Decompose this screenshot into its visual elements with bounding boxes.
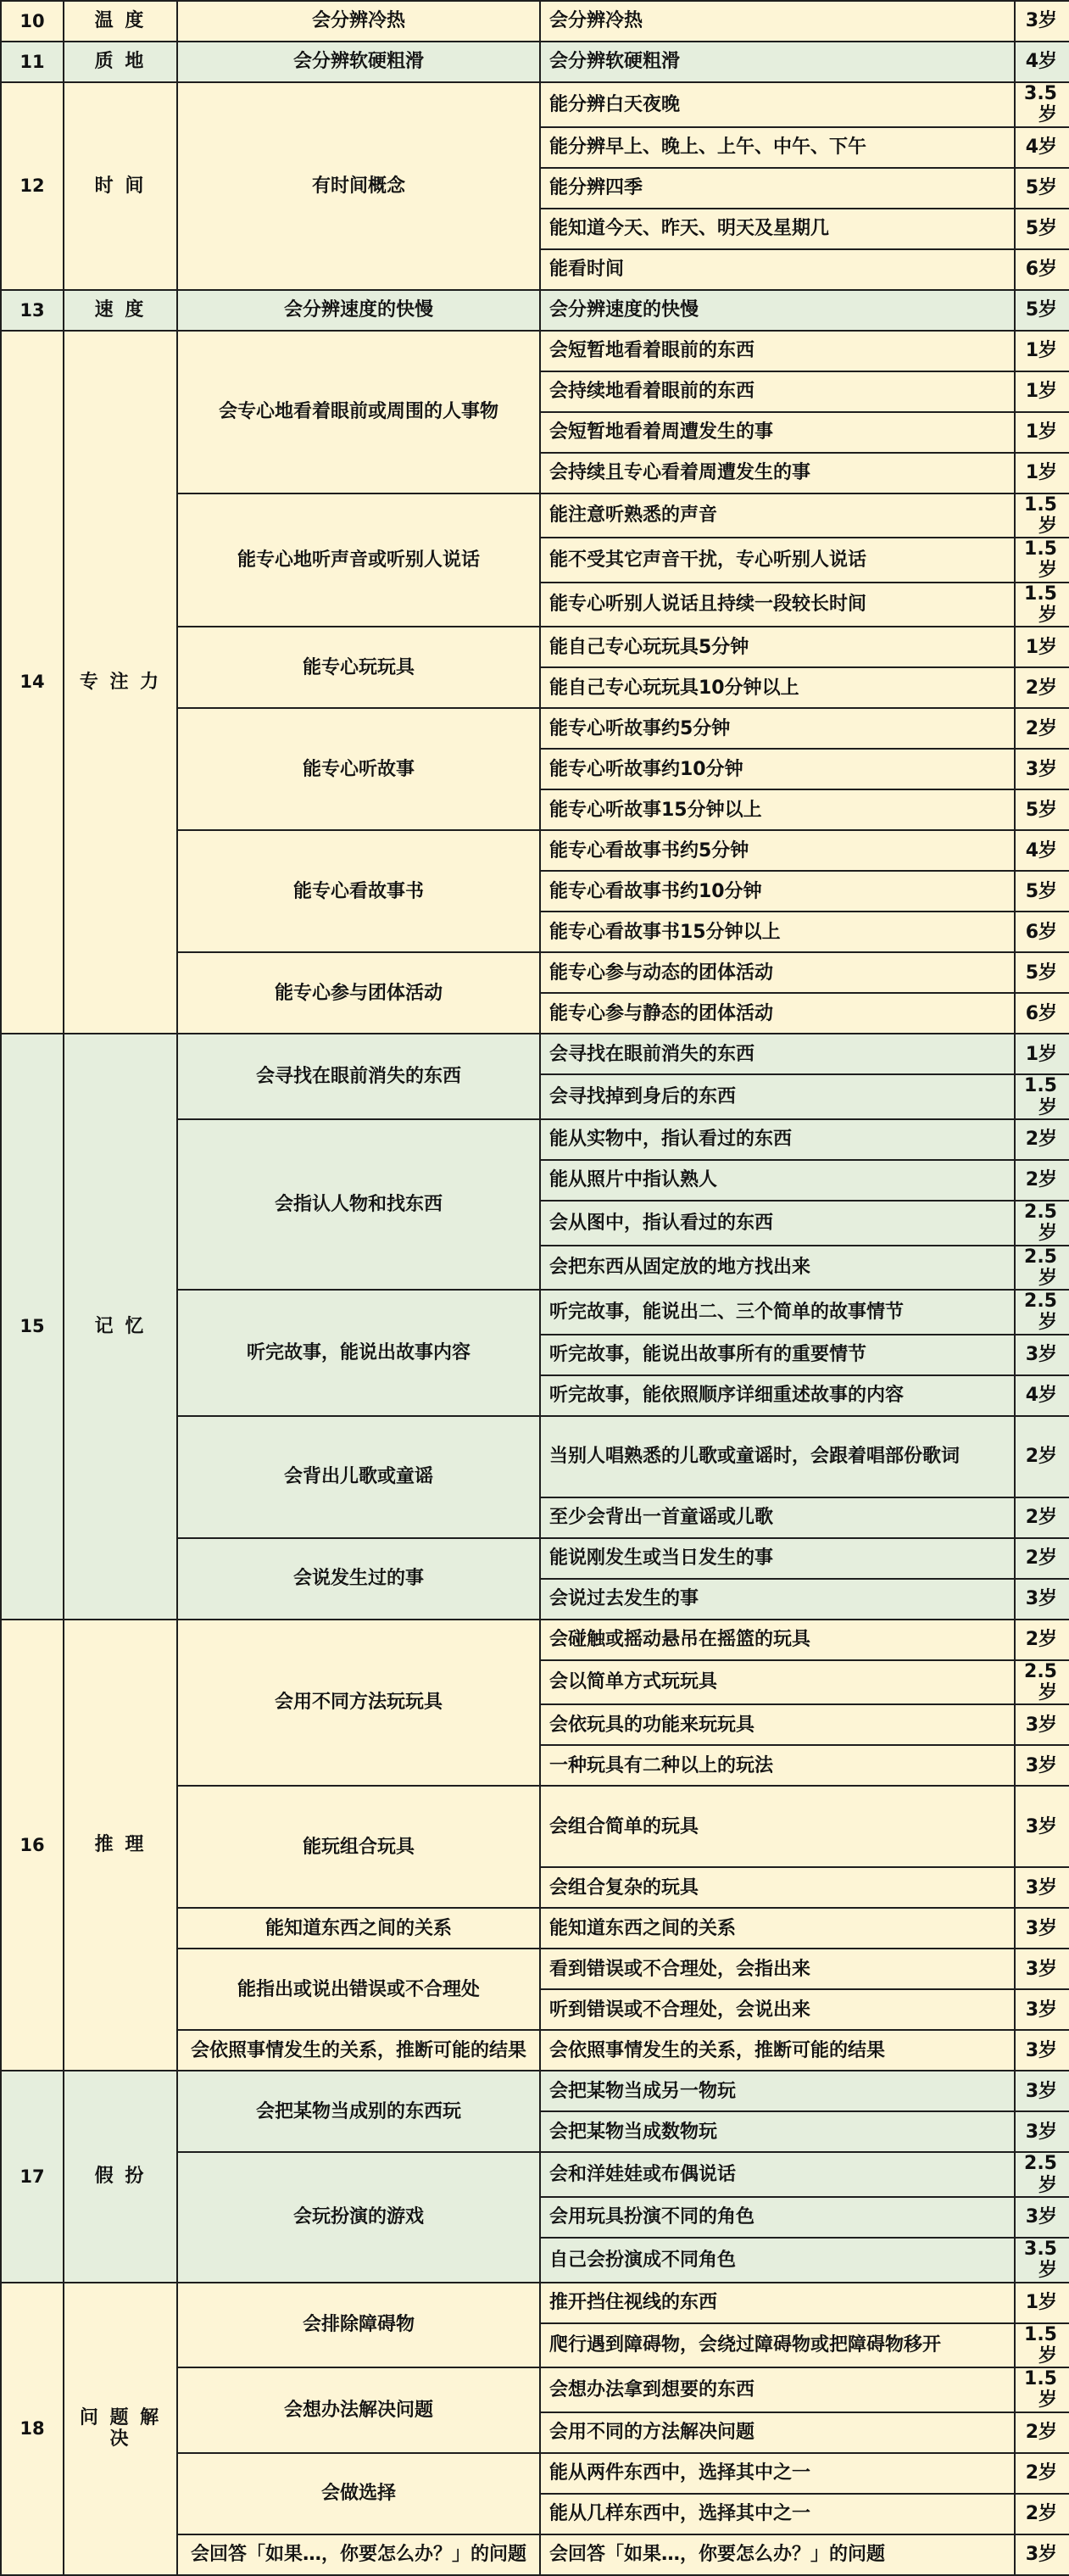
item-cell: 能说刚发生或当日发生的事 [540,1538,1015,1579]
item-cell: 会依照事情发生的关系，推断可能的结果 [540,2030,1015,2071]
skill-cell: 会想办法解决问题 [177,2367,540,2453]
item-cell: 至少会背出一首童谣或儿歌 [540,1497,1015,1538]
item-cell: 听完故事，能说出二、三个简单的故事情节 [540,1290,1015,1335]
skill-cell: 会回答「如果…，你要怎么办？」的问题 [177,2534,540,2575]
item-cell: 会寻找掉到身后的东西 [540,1074,1015,1119]
item-cell: 会和洋娃娃或布偶说话 [540,2152,1015,2197]
age-cell: 1.5岁 [1015,538,1069,583]
item-cell: 会把某物当成另一物玩 [540,2071,1015,2111]
item-cell: 能专心看故事书约10分钟 [540,871,1015,912]
item-cell: 会想办法拿到想要的东西 [540,2367,1015,2412]
age-cell: 2岁 [1015,2412,1069,2453]
skill-cell: 能专心听故事 [177,708,540,830]
skill-cell: 会做选择 [177,2453,540,2534]
skill-cell: 能专心地听声音或听别人说话 [177,493,540,627]
item-cell: 会把东西从固定放的地方找出来 [540,1246,1015,1291]
item-cell: 能注意听熟悉的声音 [540,493,1015,538]
section-category: 推 理 [64,1620,177,2071]
item-cell: 会依玩具的功能来玩玩具 [540,1704,1015,1745]
skill-cell: 能指出或说出错误或不合理处 [177,1949,540,2030]
section-category: 专 注 力 [64,331,177,1034]
item-cell: 能分辨早上、晚上、上午、中午、下午 [540,127,1015,168]
item-cell: 会说过去发生的事 [540,1579,1015,1620]
skill-cell: 会玩扮演的游戏 [177,2152,540,2282]
age-cell: 6岁 [1015,249,1069,290]
age-cell: 1.5岁 [1015,2367,1069,2412]
skill-cell: 会依照事情发生的关系，推断可能的结果 [177,2030,540,2071]
item-cell: 能知道东西之间的关系 [540,1908,1015,1949]
item-cell: 能知道今天、昨天、明天及星期几 [540,209,1015,249]
age-cell: 2.5岁 [1015,2152,1069,2197]
item-cell: 能专心听故事约10分钟 [540,749,1015,789]
age-cell: 5岁 [1015,952,1069,993]
item-cell: 能分辨白天夜晚 [540,82,1015,127]
section-number: 17 [1,2071,64,2282]
item-cell: 能自己专心玩玩具5分钟 [540,627,1015,667]
skill-cell: 能知道东西之间的关系 [177,1908,540,1949]
age-cell: 2岁 [1015,667,1069,708]
age-cell: 3岁 [1015,1335,1069,1375]
development-table-body [1,1,1069,2575]
age-cell: 3.5岁 [1015,82,1069,127]
item-cell: 能从两件东西中，选择其中之一 [540,2453,1015,2494]
table-row [1,290,1069,331]
table-row [1,1620,1069,1660]
age-cell: 3岁 [1015,1745,1069,1786]
item-cell: 爬行遇到障碍物，会绕过障碍物或把障碍物移开 [540,2323,1015,2368]
age-cell: 2岁 [1015,1497,1069,1538]
age-cell: 5岁 [1015,168,1069,209]
section-number: 13 [1,290,64,331]
age-cell: 2.5岁 [1015,1660,1069,1705]
item-cell: 能专心听故事15分钟以上 [540,789,1015,830]
skill-cell: 会背出儿歌或童谣 [177,1416,540,1538]
item-cell: 会持续地看着眼前的东西 [540,371,1015,412]
skill-cell: 会分辨冷热 [177,1,540,42]
skill-cell: 有时间概念 [177,82,540,290]
section-category: 速 度 [64,290,177,331]
skill-cell: 会寻找在眼前消失的东西 [177,1034,540,1119]
skill-cell: 会排除障碍物 [177,2283,540,2368]
age-cell: 6岁 [1015,912,1069,952]
skill-cell: 会分辨软硬粗滑 [177,42,540,82]
item-cell: 能从照片中指认熟人 [540,1160,1015,1201]
table-row [1,2283,1069,2323]
item-cell: 听完故事，能依照顺序详细重述故事的内容 [540,1375,1015,1416]
skill-cell: 会专心地看着眼前或周围的人事物 [177,331,540,493]
table-row [1,82,1069,127]
item-cell: 推开挡住视线的东西 [540,2283,1015,2323]
item-cell: 会组合简单的玩具 [540,1786,1015,1867]
table-row [1,331,1069,371]
item-cell: 能专心看故事书约5分钟 [540,830,1015,871]
age-cell: 3岁 [1015,2111,1069,2152]
item-cell: 能自己专心玩玩具10分钟以上 [540,667,1015,708]
item-cell: 会回答「如果…，你要怎么办？」的问题 [540,2534,1015,2575]
age-cell: 1岁 [1015,627,1069,667]
section-number: 14 [1,331,64,1034]
age-cell: 6岁 [1015,993,1069,1034]
age-cell: 1岁 [1015,1034,1069,1074]
section-category: 记 忆 [64,1034,177,1619]
item-cell: 会用玩具扮演不同的角色 [540,2197,1015,2238]
skill-cell: 会用不同方法玩玩具 [177,1620,540,1787]
item-cell: 当别人唱熟悉的儿歌或童谣时，会跟着唱部份歌词 [540,1416,1015,1497]
age-cell: 2岁 [1015,1160,1069,1201]
item-cell: 会短暂地看着周遭发生的事 [540,412,1015,453]
age-cell: 3岁 [1015,1908,1069,1949]
age-cell: 1岁 [1015,453,1069,493]
section-number: 10 [1,1,64,42]
age-cell: 1.5岁 [1015,2323,1069,2368]
age-cell: 4岁 [1015,42,1069,82]
item-cell: 能从实物中，指认看过的东西 [540,1119,1015,1160]
item-cell: 听到错误或不合理处，会说出来 [540,1989,1015,2030]
age-cell: 1岁 [1015,331,1069,371]
table-row [1,1034,1069,1074]
section-number: 15 [1,1034,64,1619]
skill-cell: 能专心玩玩具 [177,627,540,708]
age-cell: 1.5岁 [1015,493,1069,538]
age-cell: 3岁 [1015,1579,1069,1620]
item-cell: 能专心听故事约5分钟 [540,708,1015,749]
item-cell: 能专心听别人说话且持续一段较长时间 [540,583,1015,627]
item-cell: 会分辨冷热 [540,1,1015,42]
age-cell: 2.5岁 [1015,1246,1069,1291]
section-number: 11 [1,42,64,82]
item-cell: 会持续且专心看着周遭发生的事 [540,453,1015,493]
age-cell: 1岁 [1015,412,1069,453]
section-number: 16 [1,1620,64,2071]
skill-cell: 会说发生过的事 [177,1538,540,1620]
age-cell: 3岁 [1015,1704,1069,1745]
item-cell: 能专心参与动态的团体活动 [540,952,1015,993]
section-category: 问 题 解 决 [64,2283,177,2575]
section-category: 假 扮 [64,2071,177,2282]
item-cell: 能从几样东西中，选择其中之一 [540,2494,1015,2534]
item-cell: 会分辨速度的快慢 [540,290,1015,331]
item-cell: 能不受其它声音干扰，专心听别人说话 [540,538,1015,583]
age-cell: 3岁 [1015,2030,1069,2071]
item-cell: 会用不同的方法解决问题 [540,2412,1015,2453]
age-cell: 1岁 [1015,2283,1069,2323]
table-row [1,1,1069,42]
item-cell: 会把某物当成数物玩 [540,2111,1015,2152]
age-cell: 2岁 [1015,2494,1069,2534]
item-cell: 能专心参与静态的团体活动 [540,993,1015,1034]
item-cell: 自己会扮演成不同角色 [540,2238,1015,2283]
age-cell: 3岁 [1015,1949,1069,1989]
item-cell: 看到错误或不合理处，会指出来 [540,1949,1015,1989]
skill-cell: 会分辨速度的快慢 [177,290,540,331]
skill-cell: 能专心参与团体活动 [177,952,540,1034]
table-row [1,42,1069,82]
age-cell: 5岁 [1015,871,1069,912]
section-number: 12 [1,82,64,290]
age-cell: 2岁 [1015,1416,1069,1497]
item-cell: 听完故事，能说出故事所有的重要情节 [540,1335,1015,1375]
skill-cell: 听完故事，能说出故事内容 [177,1290,540,1416]
age-cell: 4岁 [1015,830,1069,871]
section-category: 时 间 [64,82,177,290]
item-cell: 会从图中，指认看过的东西 [540,1201,1015,1246]
table-row [1,2071,1069,2111]
age-cell: 1.5岁 [1015,1074,1069,1119]
age-cell: 3岁 [1015,2197,1069,2238]
section-category: 温 度 [64,1,177,42]
age-cell: 2.5岁 [1015,1290,1069,1335]
age-cell: 5岁 [1015,290,1069,331]
age-cell: 4岁 [1015,1375,1069,1416]
item-cell: 能专心看故事书15分钟以上 [540,912,1015,952]
age-cell: 3岁 [1015,2071,1069,2111]
age-cell: 2岁 [1015,1119,1069,1160]
section-category: 质 地 [64,42,177,82]
age-cell: 3岁 [1015,2534,1069,2575]
age-cell: 3岁 [1015,1,1069,42]
age-cell: 2岁 [1015,1620,1069,1660]
skill-cell: 能专心看故事书 [177,830,540,952]
item-cell: 会分辨软硬粗滑 [540,42,1015,82]
age-cell: 5岁 [1015,789,1069,830]
age-cell: 3.5岁 [1015,2238,1069,2283]
item-cell: 会寻找在眼前消失的东西 [540,1034,1015,1074]
skill-cell: 会指认人物和找东西 [177,1119,540,1290]
age-cell: 3岁 [1015,1786,1069,1867]
item-cell: 一种玩具有二种以上的玩法 [540,1745,1015,1786]
section-number: 18 [1,2283,64,2575]
age-cell: 3岁 [1015,749,1069,789]
age-cell: 4岁 [1015,127,1069,168]
age-cell: 3岁 [1015,1989,1069,2030]
item-cell: 会组合复杂的玩具 [540,1867,1015,1908]
age-cell: 2岁 [1015,1538,1069,1579]
skill-cell: 能玩组合玩具 [177,1786,540,1908]
age-cell: 5岁 [1015,209,1069,249]
item-cell: 会碰触或摇动悬吊在摇篮的玩具 [540,1620,1015,1660]
skill-cell: 会把某物当成别的东西玩 [177,2071,540,2152]
age-cell: 1岁 [1015,371,1069,412]
item-cell: 能分辨四季 [540,168,1015,209]
age-cell: 1.5岁 [1015,583,1069,627]
age-cell: 3岁 [1015,1867,1069,1908]
age-cell: 2岁 [1015,2453,1069,2494]
item-cell: 能看时间 [540,249,1015,290]
item-cell: 会短暂地看着眼前的东西 [540,331,1015,371]
item-cell: 会以简单方式玩玩具 [540,1660,1015,1705]
age-cell: 2.5岁 [1015,1201,1069,1246]
age-cell: 2岁 [1015,708,1069,749]
